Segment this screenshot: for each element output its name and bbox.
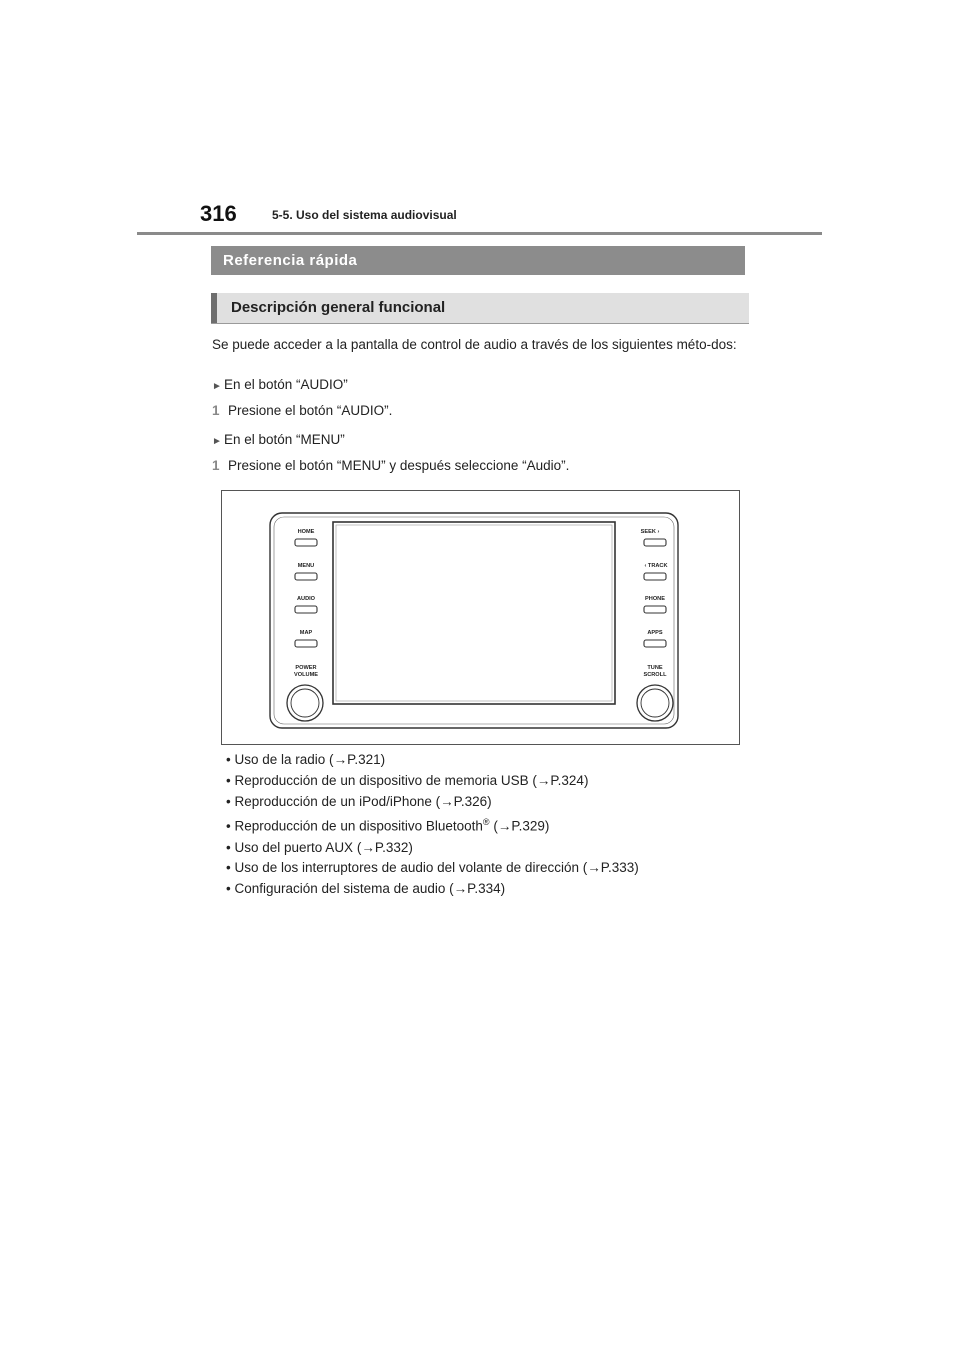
method-heading-menu: [212, 430, 345, 452]
arrow-right-icon: →: [587, 860, 601, 876]
menu-label: MENU: [297, 563, 315, 569]
list-item: • Uso de la radio (→P.321): [226, 752, 386, 767]
list-item: • Uso de los interruptores de audio del volante de dirección (→P.333): [226, 860, 639, 876]
audio-label: AUDIO: [296, 596, 316, 602]
scroll-label: SCROLL: [643, 672, 667, 678]
method-step-menu: [212, 456, 569, 476]
map-label: MAP: [299, 630, 313, 636]
power-volume-knob[interactable]: [287, 685, 323, 721]
page-reference: P.329): [511, 818, 550, 834]
arrow-right-icon: →: [440, 793, 454, 809]
power-label: POWER: [295, 665, 317, 671]
tune-scroll-knob[interactable]: [637, 685, 673, 721]
registered-mark: ®: [482, 817, 490, 828]
functional-overview-banner: Descripción general funcional: [211, 293, 749, 323]
method-heading-text: En el botón “AUDIO”: [224, 377, 348, 392]
arrow-right-icon: →: [536, 772, 551, 788]
home-button[interactable]: [295, 539, 317, 546]
method-heading-audio: [212, 375, 348, 397]
audio-unit-illustration: [222, 491, 741, 746]
seek-button[interactable]: [644, 539, 666, 546]
arrow-right-icon: →: [361, 839, 375, 855]
arrow-right-icon: →: [497, 818, 512, 834]
track-label: ‹ TRACK: [644, 563, 668, 569]
menu-button[interactable]: [295, 573, 317, 580]
map-button[interactable]: [295, 640, 317, 647]
method-heading-text: En el botón “MENU”: [224, 432, 345, 447]
track-button[interactable]: [644, 573, 666, 580]
arrow-right-icon: →: [333, 752, 348, 767]
apps-label: APPS: [647, 630, 663, 636]
quick-reference-banner: Referencia rápida: [211, 246, 745, 275]
page-reference: P.334): [467, 881, 506, 897]
list-item: • Configuración del sistema de audio (→P.334): [226, 881, 506, 897]
list-item: • Reproducción de un dispositivo de memoria USB (→P.324): [226, 772, 589, 788]
triangle-arrow-icon: ►: [212, 436, 222, 447]
list-item: • Uso del puerto AUX (→P.332): [226, 839, 413, 855]
banner-underline: [211, 323, 749, 324]
reference-list: [226, 750, 746, 900]
page-reference: P.332): [374, 839, 413, 855]
arrow-right-icon: →: [453, 881, 468, 897]
method-step-audio: [212, 401, 392, 421]
section-title: 5-5. Uso del sistema audiovisual: [272, 208, 457, 222]
phone-button[interactable]: [644, 606, 666, 613]
step-number: 1: [212, 403, 220, 418]
list-item: • Reproducción de un dispositivo Bluetooth® (→P.329): [226, 817, 550, 834]
apps-button[interactable]: [644, 640, 666, 647]
page-number: 316: [200, 201, 237, 226]
home-label: HOME: [297, 529, 315, 535]
step-text: Presione el botón “MENU” y después seleccione “Audio”.: [228, 458, 570, 473]
intro-paragraph: Se puede acceder a la pantalla de control de audio a través de los siguientes méto-dos:: [212, 337, 737, 352]
step-text: Presione el botón “AUDIO”.: [228, 403, 393, 418]
header-rule: [137, 232, 822, 235]
seek-label: SEEK ›: [640, 529, 660, 535]
audio-unit-figure: [221, 490, 740, 745]
page-reference: P.333): [600, 860, 639, 876]
volume-label: VOLUME: [294, 672, 318, 678]
audio-button[interactable]: [295, 606, 317, 613]
phone-label: PHONE: [645, 596, 665, 602]
page-reference: P.324): [550, 772, 589, 788]
list-item: • Reproducción de un iPod/iPhone (→P.326): [226, 793, 492, 809]
page-reference: P.321): [347, 752, 386, 767]
page-reference: P.326): [453, 793, 492, 809]
triangle-arrow-icon: ►: [212, 381, 222, 392]
step-number: 1: [212, 458, 220, 473]
tune-label: TUNE: [647, 665, 663, 671]
